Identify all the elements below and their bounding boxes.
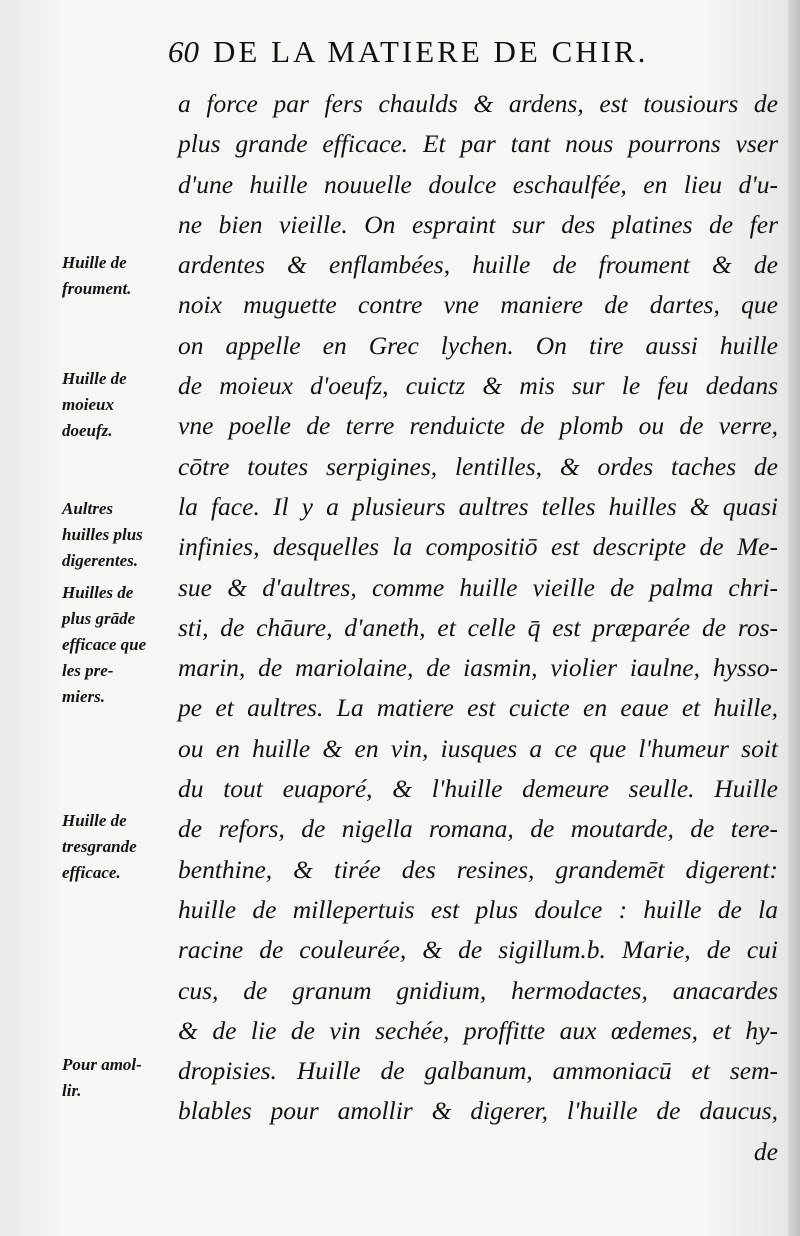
margin-note-line: efficace que <box>62 635 147 654</box>
margin-note-moieux <box>62 366 174 444</box>
text-line: dropisies. Huille de galbanum, ammoniacū et sem- <box>178 1056 778 1086</box>
margin-note-amollir <box>62 1052 174 1104</box>
running-title: DE LA MATIERE DE CHIR. <box>213 34 649 69</box>
margin-note-line: Huille de <box>62 369 127 388</box>
margin-note-line: Huilles de <box>62 583 134 602</box>
text-line: a force par fers chaulds & ardens, est tousiours de <box>178 89 778 118</box>
page-number: 60 <box>168 34 199 69</box>
text-line: vne poelle de terre renduicte de plomb ou de verre, <box>178 411 778 441</box>
margin-note-line: Pour amol- <box>62 1055 142 1074</box>
text-line: ne bien vieille. On espraint sur des platines de fer <box>178 209 778 239</box>
margin-note-line: doeufz. <box>62 421 113 440</box>
text-line: blables pour amollir & digerer, l'huille de daucus, <box>178 1096 778 1126</box>
text-line: on appelle en Grec lychen. On tire aussi huille <box>178 330 778 360</box>
margin-note-line: Huille de <box>62 811 127 830</box>
running-header <box>168 34 788 84</box>
text-line: d'une huille nouuelle doulce eschaulfée, en lieu d'u- <box>178 169 778 199</box>
main-text-block <box>178 84 778 1172</box>
margin-note-efficace <box>62 580 174 710</box>
margin-note-froument <box>62 250 174 302</box>
text-line: de moieux d'oeufz, cuictz & mis sur le feu dedans <box>178 371 778 401</box>
margin-note-line: efficace. <box>62 863 121 882</box>
catchword: de <box>753 1136 778 1166</box>
margin-note-line: plus grāde <box>62 609 136 628</box>
text-line: pe et aultres. La matiere est cuicte en eaue et huille, <box>178 693 778 723</box>
margin-note-line: Huille de <box>62 253 127 272</box>
margin-note-line: les pre- <box>62 661 114 680</box>
margin-note-line: tresgrande <box>62 837 137 856</box>
text-line: plus grande efficace. Et par tant nous pourrons vser <box>178 129 778 159</box>
margin-note-line: froument. <box>62 279 132 298</box>
margin-note-line: miers. <box>62 687 105 706</box>
margin-note-line: digerentes. <box>62 551 139 570</box>
text-line: sti, de chāure, d'aneth, et celle q̄ est præparée de ros- <box>178 612 778 642</box>
page-edge-shadow <box>788 0 800 1236</box>
margin-note-line: moieux <box>62 395 114 414</box>
text-line: la face. Il y a plusieurs aultres telles huilles & quasi <box>178 491 778 521</box>
text-line: ardentes & enflambées, huille de froument & de <box>178 250 778 280</box>
text-line: infinies, desquelles la compositiō est descripte de Me- <box>178 532 778 562</box>
text-line: huille de millepertuis est plus doulce : huille de la <box>178 894 778 924</box>
margin-note-line: lir. <box>62 1081 82 1100</box>
text-line: de refors, de nigella romana, de moutarde, de tere- <box>178 814 778 844</box>
margin-note-line: Aultres <box>62 499 114 518</box>
text-line: cus, de granum gnidium, hermodactes, anacardes <box>178 975 778 1005</box>
margin-note-digerentes <box>62 496 174 574</box>
text-line: & de lie de vin sechée, proffitte aux œdemes, et hy- <box>178 1015 778 1045</box>
margin-note-tresgrande <box>62 808 174 886</box>
text-line: cōtre toutes serpigines, lentilles, & ordes taches de <box>178 451 778 481</box>
text-line: noix muguette contre vne maniere de dartes, que <box>178 290 778 320</box>
text-line: ou en huille & en vin, iusques a ce que l'humeur soit <box>178 733 778 763</box>
text-line: racine de couleurée, & de sigillum.b. Marie, de cui <box>178 935 778 965</box>
text-line: benthine, & tirée des resines, grandemēt digerent: <box>178 854 778 884</box>
text-line: sue & d'aultres, comme huille vieille de palma chri- <box>178 572 778 602</box>
text-line: marin, de mariolaine, de iasmin, violier iaulne, hysso- <box>178 653 778 683</box>
margin-note-line: huilles plus <box>62 525 143 544</box>
text-line: du tout euaporé, & l'huille demeure seulle. Huille <box>178 774 778 804</box>
